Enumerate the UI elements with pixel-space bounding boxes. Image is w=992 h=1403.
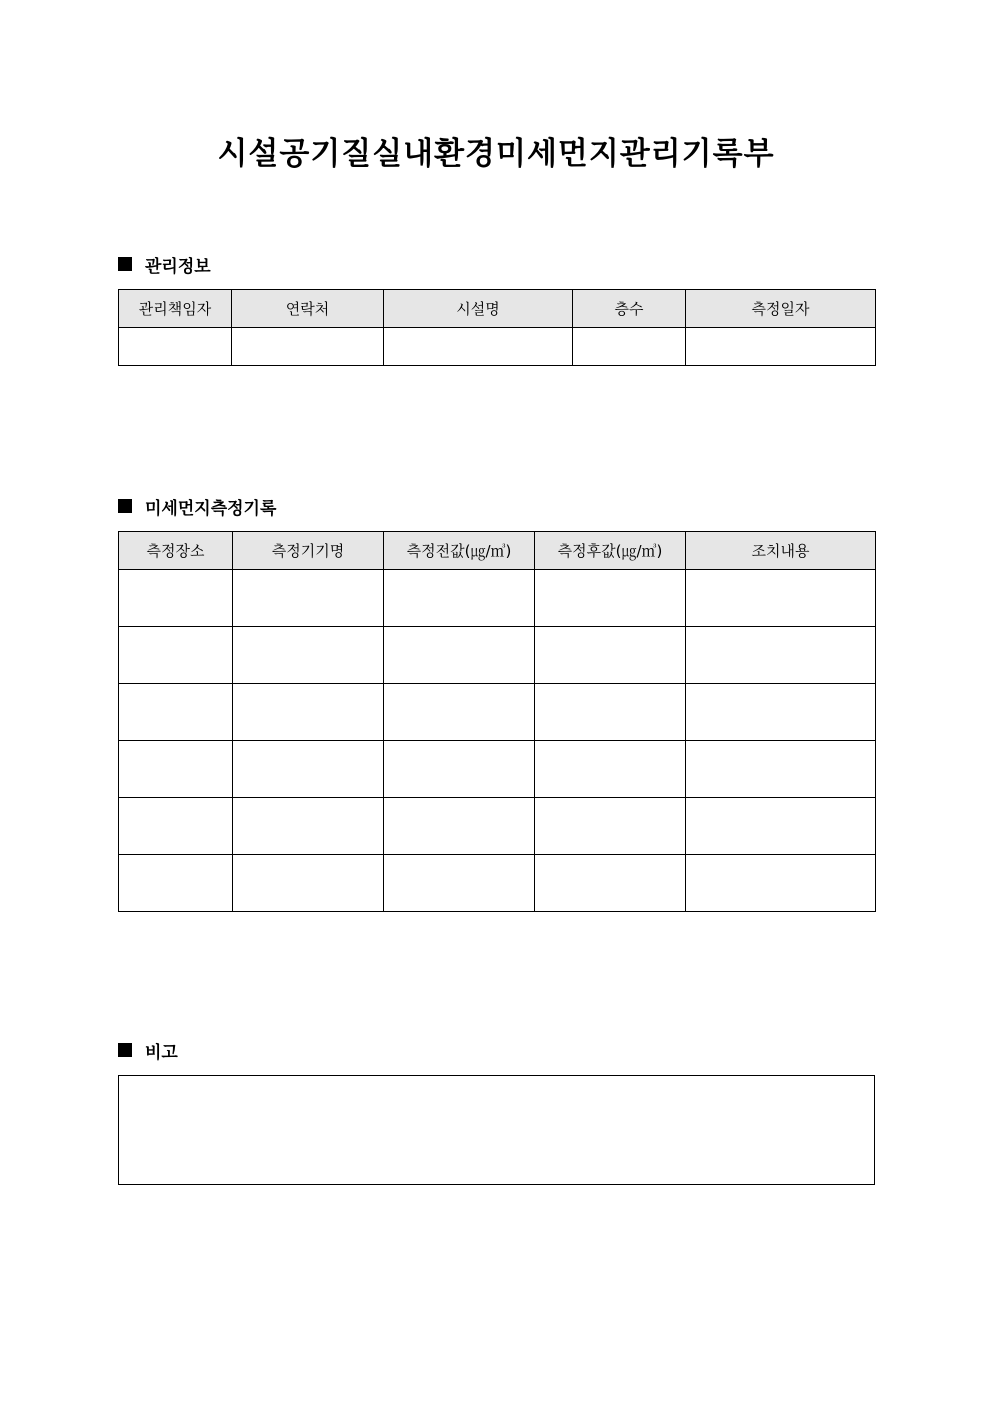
device-name-cell[interactable] <box>233 741 384 798</box>
column-header: 시설명 <box>384 290 573 328</box>
page-title: 시설공기질실내환경미세먼지관리기록부 <box>217 136 775 172</box>
square-bullet-icon <box>118 257 132 271</box>
column-header: 조치내용 <box>686 532 876 570</box>
column-header: 연락처 <box>232 290 384 328</box>
column-header: 측정일자 <box>686 290 876 328</box>
before-value-cell[interactable] <box>384 684 535 741</box>
after-value-cell[interactable] <box>535 684 686 741</box>
before-value-cell[interactable] <box>384 570 535 627</box>
square-bullet-icon <box>118 499 132 513</box>
table-header-row <box>119 290 876 328</box>
column-header: 측정전값(㎍/㎥) <box>384 532 535 570</box>
table-row <box>119 855 876 912</box>
table-row <box>119 741 876 798</box>
section-heading-label: 미세먼지측정기록 <box>145 498 277 519</box>
manager-cell[interactable] <box>119 328 232 366</box>
management-info-table <box>118 289 876 366</box>
remarks-box[interactable] <box>118 1075 875 1185</box>
after-value-cell[interactable] <box>535 855 686 912</box>
after-value-cell[interactable] <box>535 741 686 798</box>
device-name-cell[interactable] <box>233 855 384 912</box>
table-row <box>119 798 876 855</box>
location-cell[interactable] <box>119 684 233 741</box>
table-row <box>119 570 876 627</box>
location-cell[interactable] <box>119 570 233 627</box>
action-cell[interactable] <box>686 570 876 627</box>
measure-date-cell[interactable] <box>686 328 876 366</box>
square-bullet-icon <box>118 1043 132 1057</box>
location-cell[interactable] <box>119 741 233 798</box>
column-header: 측정장소 <box>119 532 233 570</box>
device-name-cell[interactable] <box>233 570 384 627</box>
column-header: 측정후값(㎍/㎥) <box>535 532 686 570</box>
after-value-cell[interactable] <box>535 798 686 855</box>
after-value-cell[interactable] <box>535 627 686 684</box>
device-name-cell[interactable] <box>233 627 384 684</box>
facility-name-cell[interactable] <box>384 328 573 366</box>
table-row <box>119 684 876 741</box>
section-heading-label: 관리정보 <box>145 256 211 277</box>
before-value-cell[interactable] <box>384 855 535 912</box>
location-cell[interactable] <box>119 798 233 855</box>
after-value-cell[interactable] <box>535 570 686 627</box>
section-heading-remarks <box>118 1038 178 1062</box>
before-value-cell[interactable] <box>384 741 535 798</box>
device-name-cell[interactable] <box>233 798 384 855</box>
action-cell[interactable] <box>686 627 876 684</box>
column-header: 측정기기명 <box>233 532 384 570</box>
section-heading-measurement-record <box>118 494 276 518</box>
action-cell[interactable] <box>686 684 876 741</box>
column-header: 층수 <box>573 290 686 328</box>
location-cell[interactable] <box>119 627 233 684</box>
action-cell[interactable] <box>686 855 876 912</box>
table-row <box>119 627 876 684</box>
action-cell[interactable] <box>686 741 876 798</box>
floor-cell[interactable] <box>573 328 686 366</box>
section-heading-label: 비고 <box>145 1042 178 1063</box>
measurement-record-table <box>118 531 876 912</box>
before-value-cell[interactable] <box>384 627 535 684</box>
device-name-cell[interactable] <box>233 684 384 741</box>
column-header: 관리책임자 <box>119 290 232 328</box>
table-header-row <box>119 532 876 570</box>
contact-cell[interactable] <box>232 328 384 366</box>
location-cell[interactable] <box>119 855 233 912</box>
action-cell[interactable] <box>686 798 876 855</box>
table-row <box>119 328 876 366</box>
before-value-cell[interactable] <box>384 798 535 855</box>
section-heading-management-info <box>118 252 211 276</box>
